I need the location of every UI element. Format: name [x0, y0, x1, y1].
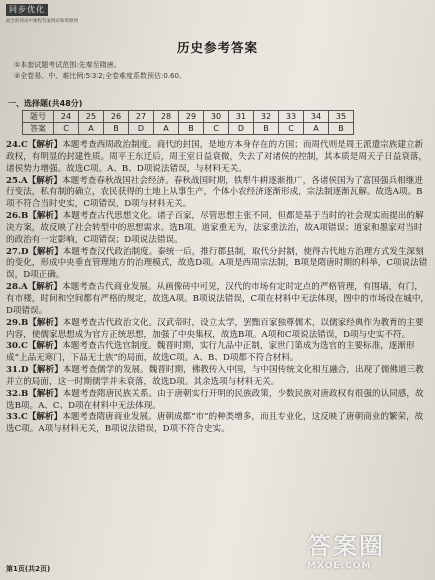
- answer-number: 27.D: [6, 246, 29, 257]
- answer-number: 26.B: [6, 211, 29, 222]
- explanation-paragraph: [6, 282, 431, 318]
- explanation-text: 本题考查古代政治文化。汉武帝时，设立太学，罢黜百家独尊儒术，以儒家经典作为教育的主要内容，使儒家思想成为官方正统思想，加强了中央集权，故选B项。A项和C项说法错误，D项与史实不符。: [6, 317, 424, 340]
- analysis-tag: 【解析】: [27, 412, 63, 423]
- answer-cell: C: [279, 123, 304, 135]
- analysis-tag: 【解析】: [28, 365, 63, 376]
- explanation-paragraph: [6, 176, 431, 212]
- answer-number: 28.A: [6, 282, 28, 293]
- answer-table-row-label: 题号: [23, 111, 54, 123]
- publisher-logo: 同步优化: [6, 4, 48, 16]
- answer-cell: D: [229, 123, 254, 135]
- explanation-text: 本题考查隋唐商业发展。唐朝成都“市”的种类增多，而且专业化，这反映了唐朝商业的繁荣，故选C项。A项与材料无关，B项说法错误，D项不符合史实。: [6, 412, 424, 435]
- answer-cell: B: [179, 123, 204, 135]
- explanation-paragraph: [6, 318, 431, 342]
- answer-number: 32.B: [6, 388, 29, 399]
- answer-cell: A: [304, 123, 329, 135]
- answer-number: 33.C: [6, 412, 28, 423]
- answer-cell: B: [104, 123, 129, 135]
- explanation-text: 本题考查古代商业发展。从画像砖中可见，汉代的市场有定时定点的严格管理，有围墙，有门，有市楼，时间和空间都有严格的规定，故选A项。B项说法错误，C项在材料中无法体现，图中的市场设在城中，D项错误。: [6, 282, 430, 316]
- explanation-paragraph: [6, 140, 431, 176]
- site-watermark: [307, 532, 427, 576]
- answer-cell: B: [329, 123, 354, 135]
- explanation-paragraph: [6, 247, 431, 283]
- answer-cell: C: [54, 123, 79, 135]
- explanation-paragraph: [6, 341, 431, 365]
- answer-cell: B: [254, 123, 279, 135]
- question-number: 32: [254, 111, 279, 123]
- answer-cell: A: [154, 123, 179, 135]
- answer-table-answer-row: [23, 123, 354, 135]
- answer-cell: C: [204, 123, 229, 135]
- explanation-paragraph: [6, 211, 431, 247]
- answer-number: 25.A: [6, 175, 28, 186]
- explanation-text: 本题考查儒学的发展。魏晋时期，佛教传入中国，与中国传统文化相互融合，出现了儒佛道三教并立的局面，这一时期儒学并未衰落，故选D项。其余选项与材料无关。: [6, 365, 424, 387]
- answer-table-row-label: 答案: [23, 123, 54, 135]
- question-number: 25: [79, 111, 104, 123]
- question-number: 34: [304, 111, 329, 123]
- explanations: [6, 140, 431, 436]
- question-number: 24: [54, 111, 79, 123]
- analysis-tag: 【解析】: [28, 211, 63, 222]
- watermark-url: MXQE.COM: [307, 561, 372, 571]
- question-number: 29: [179, 111, 204, 123]
- explanation-text: 本题考查汉代政治制度。秦统一后，推行郡县制，取代分封制，使得古代地方治理方式发生深刻的变化，形成中央垂直管理地方的治理模式，故选D项。A项是西周宗法制，B项是隋唐时期的科举，C项说法错误，D项正确。: [6, 246, 428, 281]
- question-number: 31: [229, 111, 254, 123]
- note-line: ②全卷易、中、难比例:5∶3∶2;全卷难度系数预估:0.60。: [14, 72, 186, 80]
- watermark-text: 答案圈: [307, 532, 385, 560]
- explanation-paragraph: [6, 412, 431, 436]
- analysis-tag: 【解析】: [27, 282, 63, 293]
- question-number: 27: [129, 111, 154, 123]
- answer-number: 31.D: [6, 365, 29, 376]
- answer-table: [22, 110, 354, 135]
- note-line: ①本套试题考试范围:先秦至隋唐。: [14, 61, 121, 69]
- analysis-tag: 【解析】: [27, 341, 63, 352]
- answer-table-number-row: [23, 111, 354, 123]
- question-number: 28: [154, 111, 179, 123]
- analysis-tag: 【解析】: [28, 317, 63, 328]
- analysis-tag: 【解析】: [27, 140, 63, 150]
- explanation-paragraph: [6, 389, 431, 413]
- page-footer: 第1页(共2页): [6, 565, 51, 573]
- publisher-tagline: 最全的初高中课程答案网站和资源网: [6, 19, 78, 24]
- analysis-tag: 【解析】: [28, 246, 63, 257]
- page-title: 历史参考答案: [176, 40, 258, 55]
- answer-number: 24.C: [6, 140, 28, 150]
- explanation-paragraph: [6, 365, 431, 389]
- question-number: 30: [204, 111, 229, 123]
- explanation-text: 本题考查西周政治制度。商代的封国，是地方本身存在的方国；而周代则是周王派遣宗族建立新政权，有明显的封建性质。周平王东迁后，周王室日益衰微，失去了对诸侯的控制，其本质是周天子日益衰落，诸侯势力增强。故选C项。A、B、D项说法错误，与材料无关。: [6, 140, 428, 174]
- question-number: 26: [104, 111, 129, 123]
- answer-number: 29.B: [6, 317, 29, 328]
- exam-notes: [14, 60, 186, 82]
- explanation-text: 本题考查春秋战国社会经济。春秋战国时期，铁犁牛耕逐渐推广，各诸侯国为了富国强兵相继进行变法，私有制的确立，农民获得的土地上从事生产，个体小农经济逐渐形成，宗法制逐渐瓦解。故选A项。B项不符合当时史实，C项错误，D项与材料无关。: [6, 175, 423, 210]
- section-heading: 一、选择题(共48分): [8, 99, 83, 108]
- explanation-text: 本题考查隋唐民族关系。由于唐朝实行开明的民族政策，少数民族对唐政权有很强的认同感，故选B项。A、C、D项在材料中无法体现。: [6, 388, 424, 411]
- question-number: 35: [329, 111, 354, 123]
- explanation-text: 本题考查古代思想文化。诸子百家，尽管思想主张不同，但都是基于当时的社会现实而提出的解决方案，故反映了社会转型中的思想需求。选B项。道家重无为，法家重法治，故A项错误；道家和墨家对当时的政治有一定影响，C项错误；D项说法错误。: [6, 211, 424, 245]
- explanation-text: 本题考查古代选官制度。魏晋时期，实行九品中正制，家世门第成为选官的主要标准，逐渐形成“上品无寒门，下品无士族”的局面，故选C项。A、B、D项都不符合材料。: [6, 341, 415, 364]
- answer-number: 30.C: [6, 341, 28, 352]
- answer-cell: A: [79, 123, 104, 135]
- analysis-tag: 【解析】: [28, 388, 63, 399]
- analysis-tag: 【解析】: [27, 175, 63, 186]
- answer-cell: D: [129, 123, 154, 135]
- question-number: 33: [279, 111, 304, 123]
